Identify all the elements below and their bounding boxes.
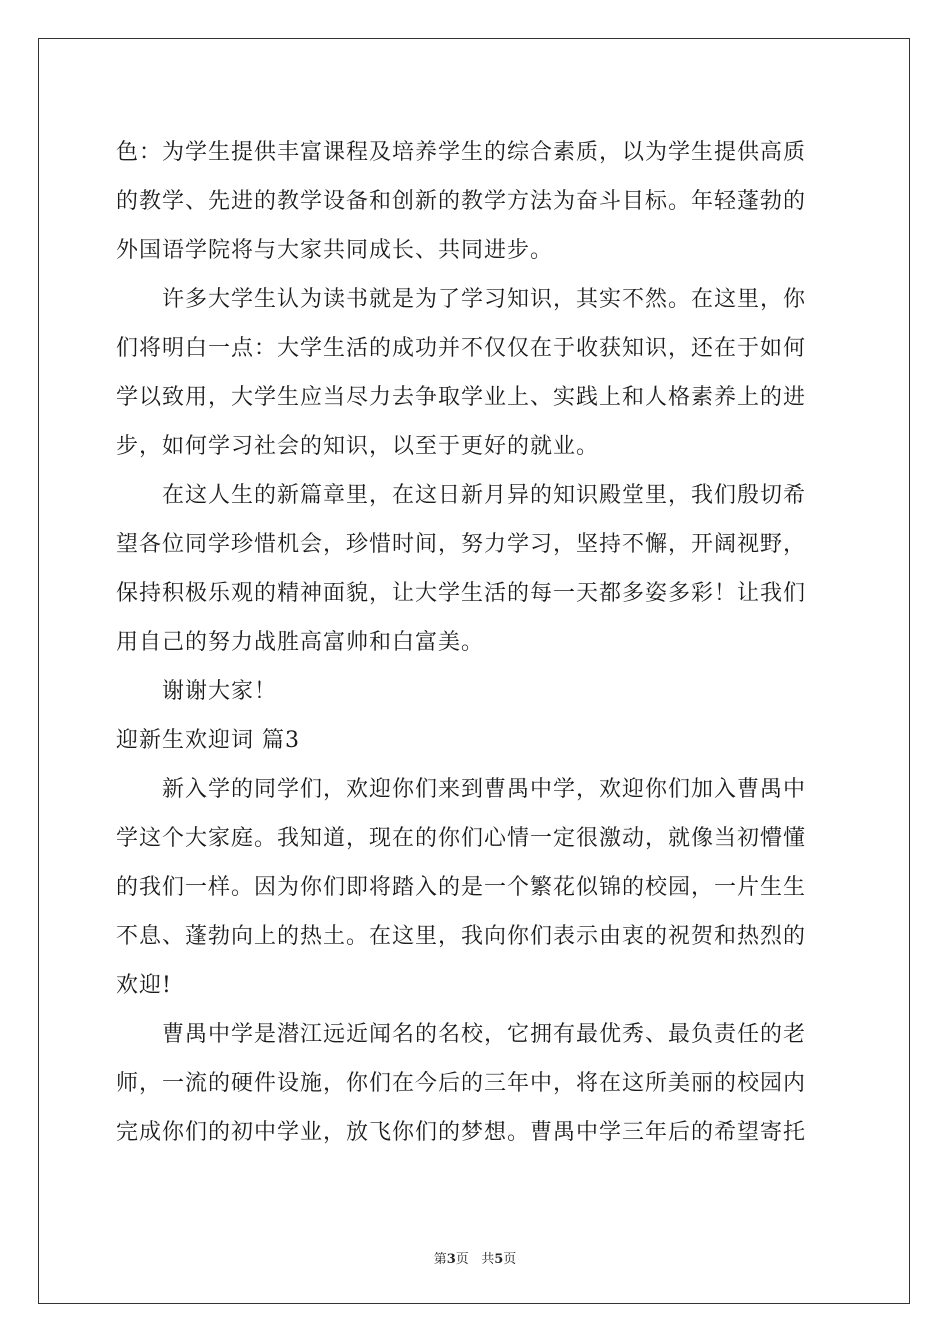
page-footer	[0, 1248, 950, 1267]
paragraph	[116, 471, 836, 667]
paragraph	[116, 1010, 836, 1157]
paragraph	[116, 128, 836, 275]
footer-page-prefix: 第	[433, 1252, 447, 1267]
paragraph-line: 新入学的同学们，欢迎你们来到曹禺中学，欢迎你们加入曹禺中	[162, 777, 807, 802]
paragraph-line: 保持积极乐观的精神面貌，让大学生活的每一天都多姿多彩！让我们	[116, 581, 807, 606]
paragraph-line: 外国语学院将与大家共同成长、共同进步。	[116, 238, 554, 263]
paragraph-line: 学以致用，大学生应当尽力去争取学业上、实践上和人格素养上的进	[116, 385, 807, 410]
paragraph-line: 用自己的努力战胜高富帅和白富美。	[116, 630, 485, 655]
paragraph-line: 不息、蓬勃向上的热土。在这里，我向你们表示由衷的祝贺和热烈的	[116, 924, 807, 949]
paragraph-line: 谢谢大家！	[162, 679, 278, 704]
footer-page-suffix: 页	[455, 1252, 469, 1267]
paragraph-line: 许多大学生认为读书就是为了学习知识，其实不然。在这里，你	[162, 287, 807, 312]
paragraph-line: 望各位同学珍惜机会，珍惜时间，努力学习，坚持不懈，开阔视野，	[116, 532, 807, 557]
paragraph-line: 步，如何学习社会的知识，以至于更好的就业。	[116, 434, 600, 459]
paragraph-line: 的我们一样。因为你们即将踏入的是一个繁花似锦的校园，一片生生	[116, 875, 807, 900]
paragraph-line: 学这个大家庭。我知道，现在的你们心情一定很激动，就像当初懵懂	[116, 826, 807, 851]
section-heading	[116, 716, 836, 765]
paragraph-line: 色：为学生提供丰富课程及培养学生的综合素质，以为学生提供高质	[116, 140, 807, 165]
paragraph-line: 的教学、先进的教学设备和创新的教学方法为奋斗目标。年轻蓬勃的	[116, 189, 807, 214]
heading-text: 迎新生欢迎词 篇3	[116, 728, 300, 753]
footer-total-prefix: 共	[481, 1252, 495, 1267]
paragraph-line: 欢迎!	[116, 973, 172, 998]
paragraph	[116, 667, 836, 716]
paragraph-line: 们将明白一点：大学生活的成功并不仅仅在于收获知识，还在于如何	[116, 336, 807, 361]
paragraph	[116, 275, 836, 471]
paragraph-line: 曹禺中学是潜江远近闻名的名校，它拥有最优秀、最负责任的老	[162, 1022, 807, 1047]
paragraph-line: 师，一流的硬件设施，你们在今后的三年中，将在这所美丽的校园内	[116, 1071, 807, 1096]
paragraph-line: 在这人生的新篇章里，在这日新月异的知识殿堂里，我们殷切希	[162, 483, 807, 508]
footer-page-number: 3	[446, 1252, 456, 1267]
paragraph	[116, 765, 836, 1010]
footer-total-suffix: 页	[503, 1252, 517, 1267]
paragraph-line: 完成你们的初中学业，放飞你们的梦想。曹禺中学三年后的希望寄托	[116, 1120, 807, 1145]
document-body	[116, 128, 836, 1157]
footer-total-pages: 5	[494, 1252, 504, 1267]
